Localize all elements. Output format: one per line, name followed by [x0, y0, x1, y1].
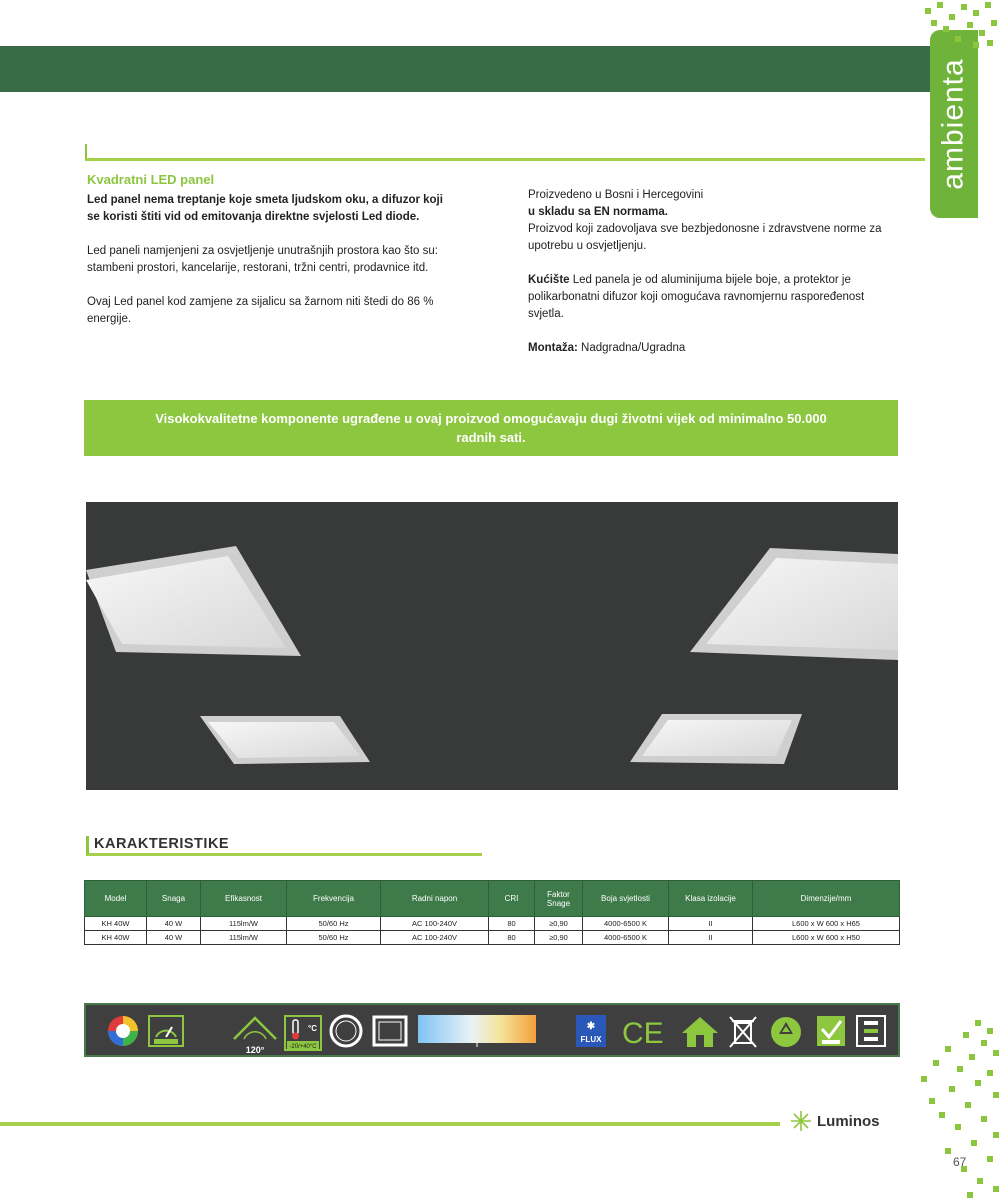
color-temperature-scale-icon	[418, 1015, 536, 1047]
characteristics-title: KARAKTERISTIKE	[94, 836, 230, 852]
cell-model: KH 40W	[85, 917, 147, 931]
col-model: Model	[85, 881, 147, 917]
cell-cri: 80	[489, 931, 535, 945]
cell-voltage: AC 100-240V	[381, 931, 489, 945]
col-cri: CRI	[489, 881, 535, 917]
cell-dimensions: L600 x W 600 x H50	[753, 931, 900, 945]
col-power: Snaga	[147, 881, 201, 917]
weee-bin-icon	[726, 1015, 760, 1047]
led-panels-illustration	[86, 502, 898, 790]
flux-label: FLUX	[580, 1035, 602, 1044]
mount-label: Montaža:	[528, 342, 578, 354]
section-tab-label: ambienta	[937, 58, 971, 190]
table-row	[85, 917, 900, 931]
col-voltage: Radni napon	[381, 881, 489, 917]
luminos-star-icon	[790, 1110, 812, 1132]
flicker-text: Led panel nema treptanje koje smeta ljudskom oku, a difuzor koji se koristi štiti vid od emitovanja direktne svjelosti Led diode.	[87, 194, 443, 223]
flux-icon	[576, 1015, 606, 1047]
section-tab	[930, 30, 978, 218]
specifications-table	[84, 880, 900, 945]
cell-color-temp: 4000-6500 K	[583, 917, 669, 931]
housing-label: Kućište	[528, 274, 570, 286]
cell-voltage: AC 100-240V	[381, 917, 489, 931]
cell-efficacy: 115lm/W	[201, 917, 287, 931]
savings-text: Ovaj Led panel kod zamjene za sijalicu sa žarnom niti štedi do 86 % energije.	[87, 296, 434, 325]
made-in-text: Proizvedeno u Bosni i Hercegovini	[528, 189, 704, 201]
brand-logo	[790, 1110, 880, 1132]
cell-power-factor: ≥0,90	[535, 931, 583, 945]
description-right	[528, 187, 888, 374]
ce-mark-icon	[622, 1015, 672, 1050]
cell-cri: 80	[489, 917, 535, 931]
cell-power-factor: ≥0,90	[535, 917, 583, 931]
standards-text: Proizvod koji zadovoljava sve bezbjedonosne i zdravstvene norme za upotrebu u osvjetljenju.	[528, 223, 882, 252]
svg-text:°C: °C	[308, 1024, 317, 1033]
temperature-icon	[284, 1015, 322, 1050]
cell-power: 40 W	[147, 931, 201, 945]
characteristics-heading	[86, 836, 482, 856]
product-title: Kvadratni LED panel	[87, 172, 215, 187]
lifetime-banner	[84, 400, 898, 456]
housing-text: Led panela je od aluminijuma bijele boje, a protektor je polikarbonatni difuzor koji omogućava ravnomjernu raspoređenost svjetla.	[528, 274, 865, 320]
certification-icon-strip	[84, 1003, 900, 1057]
col-insulation: Klasa izolacije	[669, 881, 753, 917]
svg-text:✱: ✱	[586, 1021, 596, 1032]
temperature-range: -20/+40°C	[289, 1044, 317, 1050]
beam-angle-value: 120°	[245, 1045, 265, 1055]
norms-text: u skladu sa EN normama.	[528, 206, 668, 218]
col-frequency: Frekvencija	[287, 881, 381, 917]
col-color-temp: Boja svjetlosti	[583, 881, 669, 917]
cell-insulation: II	[669, 931, 753, 945]
cell-color-temp: 4000-6500 K	[583, 931, 669, 945]
indoor-use-icon	[680, 1015, 720, 1047]
color-wheel-icon	[104, 1015, 142, 1047]
mount-text: Nadgradna/Ugradna	[581, 342, 686, 354]
heading-rule	[85, 144, 925, 161]
table-row	[85, 931, 900, 945]
page-number: 67	[953, 1155, 967, 1169]
beam-angle-icon	[232, 1015, 278, 1055]
cell-insulation: II	[669, 917, 753, 931]
col-efficacy: Efikasnost	[201, 881, 287, 917]
cell-efficacy: 115lm/W	[201, 931, 287, 945]
cell-model: KH 40W	[85, 931, 147, 945]
pixel-decoration-bottom	[905, 1020, 1000, 1200]
cell-dimensions: L600 x W 600 x H65	[753, 917, 900, 931]
square-panel-icon	[372, 1015, 408, 1047]
col-dimensions: Dimenzije/mm	[753, 881, 900, 917]
footer-rule	[0, 1122, 780, 1126]
usage-text: Led paneli namjenjeni za osvjetljenje unutrašnjih prostora kao što su: stambeni prostori, kancelarije, restorani, tržni centri, prodavnice itd.	[87, 245, 438, 274]
lifetime-banner-text: Visokokvalitetne komponente ugrađene u ovaj proizvod omogućavaju dugi životni vijek od minimalno 50.000 radnih sati.	[155, 411, 827, 445]
round-panel-icon	[326, 1015, 366, 1047]
cell-power: 40 W	[147, 917, 201, 931]
header-band	[0, 46, 930, 92]
ce-mark-text: CE	[622, 1017, 664, 1050]
recycling-icon	[768, 1015, 804, 1047]
product-photo	[86, 502, 898, 790]
brand-name: Luminos	[817, 1112, 880, 1130]
description-left	[87, 192, 447, 345]
cell-frequency: 50/60 Hz	[287, 917, 381, 931]
quality-check-icon	[816, 1015, 846, 1047]
energy-class-icon	[856, 1015, 886, 1047]
col-power-factor: Faktor Snage	[535, 881, 583, 917]
cell-frequency: 50/60 Hz	[287, 931, 381, 945]
table-header-row	[85, 881, 900, 917]
long-life-icon	[148, 1015, 184, 1047]
pixel-decoration-top	[915, 0, 1000, 50]
